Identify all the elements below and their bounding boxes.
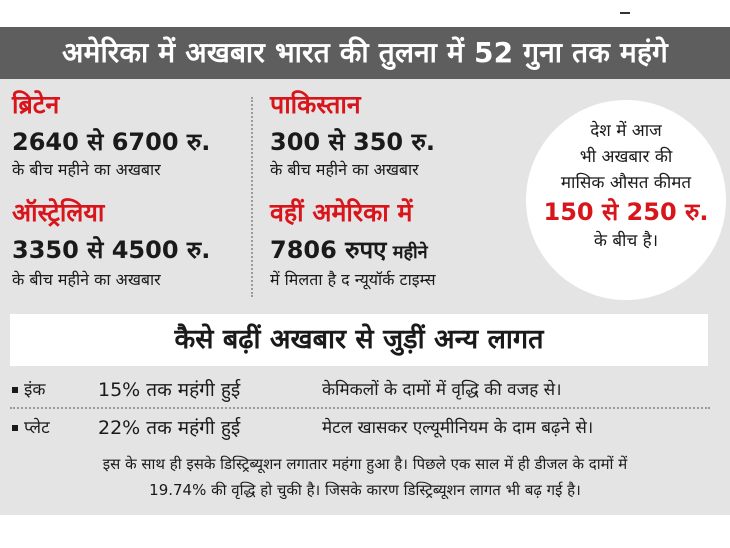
circle-line-2: भी अखबार की: [579, 147, 673, 167]
country-name-america: वहीं अमेरिका में: [270, 198, 413, 227]
top-dash-mark: [620, 12, 630, 14]
note-america: में मिलता है द न्यूयॉर्क टाइम्स: [270, 270, 436, 289]
circle-line-3: मासिक औसत कीमत: [560, 173, 692, 193]
footnote: [10, 451, 720, 503]
price-britain: 2640 से 6700 रु.: [12, 128, 211, 156]
cost-percent: 22% तक महंगी हुई: [98, 417, 241, 439]
cost-item-label: इंक: [24, 380, 46, 400]
price-pakistan: 300 से 350 रु.: [270, 128, 435, 156]
price-australia: 3350 से 4500 रु.: [12, 236, 211, 264]
cost-row-plate: [0, 411, 730, 445]
country-name-britain: ब्रिटेन: [12, 90, 60, 119]
cost-percent: 15% तक महंगी हुई: [98, 379, 241, 401]
circle-highlight-price: 150 से 250 रु.: [543, 198, 709, 226]
bullet-icon: [12, 387, 18, 393]
row-divider: [10, 407, 710, 409]
bullet-icon: [12, 425, 18, 431]
circle-line-4: के बीच है।: [593, 231, 659, 251]
note-pakistan: के बीच महीने का अखबार: [270, 160, 419, 179]
footnote-line-1: इस के साथ ही इसके डिस्ट्रिब्यूशन लगातार महंगा हुआ है। पिछले एक साल में ही डीजल के दामों में: [102, 455, 628, 473]
cost-reason: मेटल खासकर एल्यूमीनियम के दाम बढ़ने से।: [322, 418, 594, 438]
country-name-australia: ऑस्ट्रेलिया: [12, 198, 105, 227]
footnote-line-2: 19.74% की वृद्धि हो चुकी है। जिसके कारण डिस्ट्रिब्यूशन लागत भी बढ़ गई है।: [149, 481, 581, 499]
note-australia: के बीच महीने का अखबार: [12, 270, 161, 289]
cost-reason: केमिकलों के दामों में वृद्धि की वजह से।: [322, 380, 562, 400]
cost-item-label: प्लेट: [24, 418, 50, 438]
cost-row-ink: [0, 373, 730, 407]
country-name-pakistan: पाकिस्तान: [270, 90, 361, 119]
headline-banner: अमेरिका में अखबार भारत की तुलना में 52 गुना तक महंगे: [0, 27, 730, 79]
average-price-text: [526, 118, 726, 254]
column-divider: [251, 97, 253, 297]
circle-line-1: देश में आज: [590, 121, 662, 141]
section-title: कैसे बढ़ीं अखबार से जुड़ीं अन्य लागत: [174, 324, 544, 355]
note-britain: के बीच महीने का अखबार: [12, 160, 161, 179]
price-america: 7806 रुपए महीने: [270, 236, 428, 264]
